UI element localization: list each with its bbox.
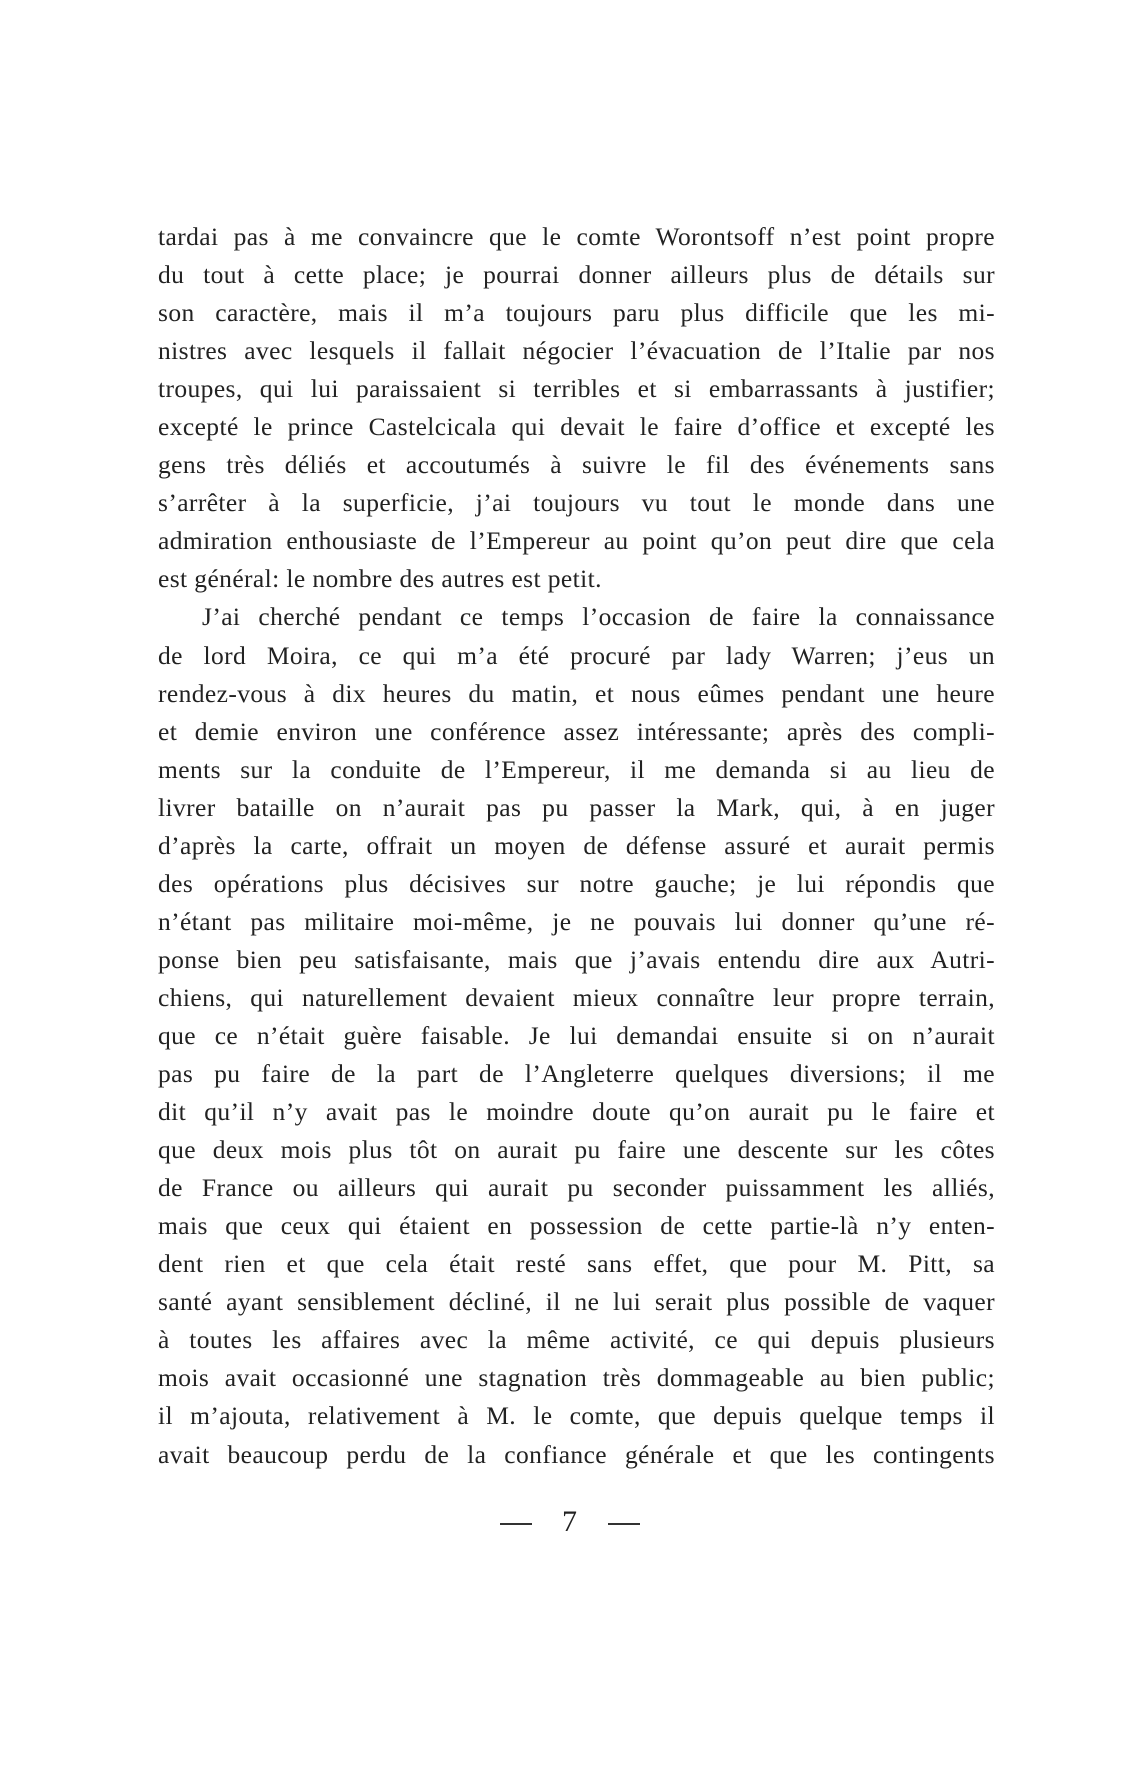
text-line: admiration enthousiaste de l’Empereur au point qu’on peut dire que cela: [158, 526, 995, 556]
text-line: nistres avec lesquels il fallait négocier l’évacuation de l’Italie par nos: [158, 336, 995, 366]
text-line: d’après la carte, offrait un moyen de défense assuré et aurait permis: [158, 830, 995, 860]
text-line: du tout à cette place; je pourrai donner ailleurs plus de détails sur: [158, 260, 995, 290]
body-text: [158, 218, 995, 1474]
text-line: il m’ajouta, relativement à M. le comte, que depuis quelque temps il: [158, 1401, 995, 1431]
page-number: [0, 1505, 1140, 1539]
text-line: avait beaucoup perdu de la confiance générale et que les contingents: [158, 1439, 995, 1469]
text-line: tardai pas à me convaincre que le comte Worontsoff n’est point propre: [158, 222, 995, 251]
text-line: J’ai cherché pendant ce temps l’occasion de faire la connaissance: [202, 602, 995, 632]
text-line: son caractère, mais il m’a toujours paru plus difficile que les mi-: [158, 298, 995, 328]
text-line: n’étant pas militaire moi-même, je ne pouvais lui donner qu’une ré-: [158, 906, 995, 936]
text-line: santé ayant sensiblement décliné, il ne lui serait plus possible de vaquer: [158, 1287, 995, 1317]
text-line: que deux mois plus tôt on aurait pu faire une descente sur les côtes: [158, 1135, 995, 1165]
text-line: de lord Moira, ce qui m’a été procuré par lady Warren; j’eus un: [158, 640, 995, 670]
text-line: rendez-vous à dix heures du matin, et nous eûmes pendant une heure: [158, 678, 995, 708]
text-line: dent rien et que cela était resté sans effet, que pour M. Pitt, sa: [158, 1249, 995, 1279]
text-line: excepté le prince Castelcicala qui devait le faire d’office et excepté les: [158, 412, 995, 442]
text-line: s’arrêter à la superficie, j’ai toujours vu tout le monde dans une: [158, 488, 995, 518]
paragraph-2: [158, 598, 995, 1473]
text-line: dit qu’il n’y avait pas le moindre doute qu’on aurait pu le faire et: [158, 1097, 995, 1127]
text-line: ments sur la conduite de l’Empereur, il me demanda si au lieu de: [158, 754, 995, 784]
paragraph-1: [158, 218, 995, 598]
text-line: que ce n’était guère faisable. Je lui demandai ensuite si on n’aurait: [158, 1020, 995, 1050]
page-number-dash-left: [500, 1523, 532, 1525]
page-number-dash-right: [608, 1523, 640, 1525]
text-line: mais que ceux qui étaient en possession de cette partie-là n’y enten-: [158, 1211, 995, 1241]
text-line: mois avait occasionné une stagnation très dommageable au bien public;: [158, 1363, 995, 1393]
text-line: à toutes les affaires avec la même activité, ce qui depuis plusieurs: [158, 1325, 995, 1355]
text-line: pas pu faire de la part de l’Angleterre quelques diversions; il me: [158, 1059, 995, 1089]
text-line: chiens, qui naturellement devaient mieux connaître leur propre terrain,: [158, 982, 995, 1012]
text-line: des opérations plus décisives sur notre gauche; je lui répondis que: [158, 868, 995, 898]
text-line: ponse bien peu satisfaisante, mais que j’avais entendu dire aux Autri-: [158, 944, 995, 974]
text-line: gens très déliés et accoutumés à suivre le fil des événements sans: [158, 450, 995, 480]
text-line: livrer bataille on n’aurait pas pu passer la Mark, qui, à en juger: [158, 792, 995, 822]
text-line: est général: le nombre des autres est petit.: [158, 564, 602, 594]
text-line: de France ou ailleurs qui aurait pu seconder puissamment les alliés,: [158, 1173, 995, 1203]
text-line: et demie environ une conférence assez intéressante; après des compli-: [158, 716, 995, 746]
text-line: troupes, qui lui paraissaient si terribles et si embarrassants à justifier;: [158, 374, 995, 404]
page-number-value: 7: [562, 1505, 578, 1538]
